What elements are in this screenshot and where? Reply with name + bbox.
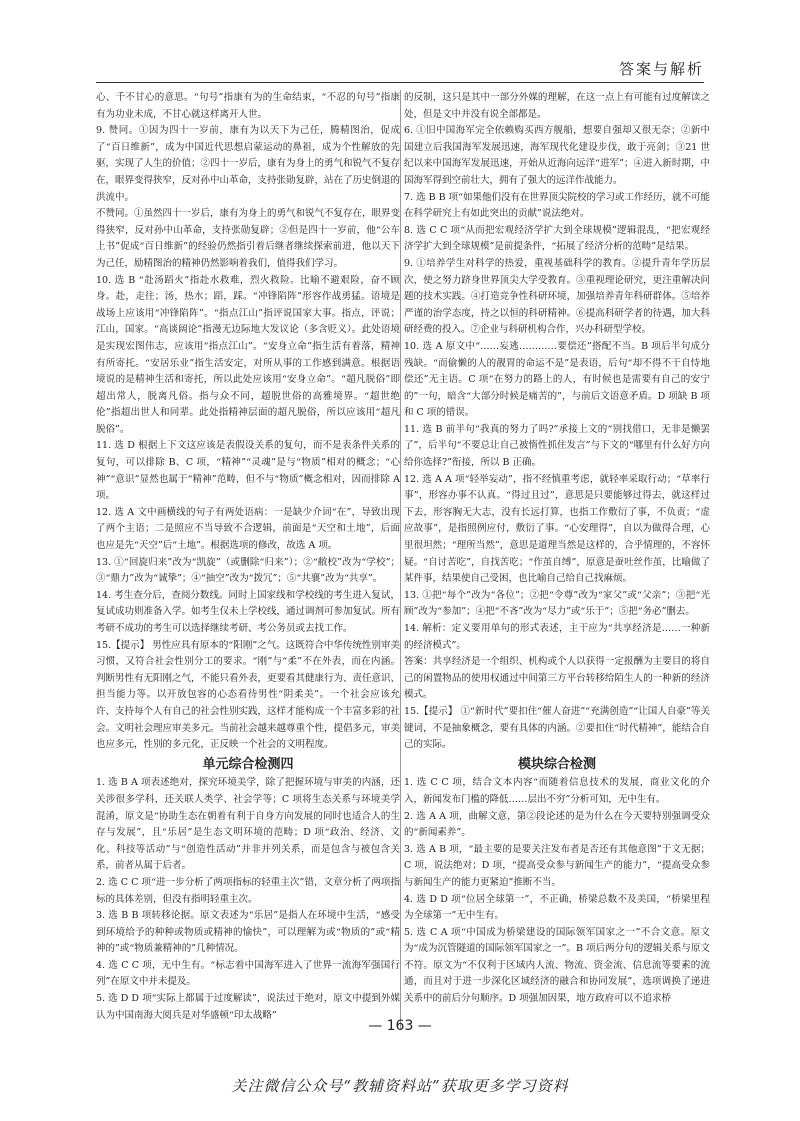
answer-item: 12. 选 A 文中画横线的句子有两处语病：一是缺少介词“在”，导致出现了两个主语；二是照应不当导致不合逻辑，前面是“天空和土地”，后面也应是先“天空”后“土地”。根据选项的修改，故选 A 项。 xyxy=(96,506,400,552)
answer-item: 8. 选 C C 项“从而把宏观经济学扩大到全球规模”逻辑混乱，“把宏观经济学扩大到全球规模”是前提条件，“拓展了经济分析的范畴”是结果。 xyxy=(404,224,710,253)
column-divider xyxy=(400,90,401,1030)
answer-item: 11. 选 D 根据上下文这应该是表假设关系的复句，而不是表条件关系的复句，可以排除 B、C 项，“精神”“灵魂”是与“物质”相对的概念；“心神”“意识”显然也属于“精神”范畴，但不与“物质”概念相对，因而排除 A 项。 xyxy=(96,440,400,502)
answer-item: 15.【提示】 ①“新时代”要扣住“催人奋进”“充满创造”“让国人自豪”等关键词，不是抽象概念，要有具体的内涵。②要扣住“时代精神”，能结合自己的实际。 xyxy=(404,705,710,751)
answer-item: 3. 选 A B 项，“最主要的是要关注发布者是否还有其他意图”于文无据；C 项，说法绝对；D 项，“提高受众参与新闻生产的能力”，“提高受众参与新闻生产的能力更紧迫”推断不当。 xyxy=(404,843,710,888)
answer-item: 1. 选 B A 项表述绝对，探究环境美学，除了把握环境与审美的内涵，还关涉很多学科，还关联人类学、社会学等；C 项将生态关系与环境美学混淆，原文是“协助生态在朝着有利于自身方向发展的同时也适合人的生存与发展”，且“乐居”是生态文明环境的范畴；D 项“政治、经济、文化、科技等活动”与“创造性活动”并非并列关系，而是包含与被包含关系，前者从属于后者。 xyxy=(96,777,400,872)
answer-item: 答案：共享经济是一个组织、机构或个人以获得一定报酬为主要目的将自己的闲置物品的使用权通过中间第三方平台转移给陌生人的一种新的经济模式。 xyxy=(404,656,710,701)
answer-item: 1. 选 C C 项，结合文本内容“而随着信息技术的发展，商业文化的介入，新闻发布门槛的降低……层出不穷”分析可知，无中生有。 xyxy=(404,777,710,805)
answer-item: 心、千不甘心的意思。“句号”指康有为的生命结束，“不忍的句号”指康有为功业未成，不甘心就这样离开人世。 xyxy=(96,92,400,120)
answer-item: 15.【提示】 男性应具有原本的“阳刚”之气。这既符合中华传统性别审美习惯，又符合社会性别分工的要求。“刚”与“柔”不在外表，而在内涵。判断男性有无阳刚之气，不能只看外表，更要看其健康行为、责任意识、担当能力等。以开放包容的心态看待男性“阴柔美”。一个社会应该允许、支持每个人有自己的社会性别实践，这样才能构成一个丰富多彩的社会。文明社会理应审美多元。当前社会越来越尊重个性，提倡多元，审美也应多元，性别的多元化，正反映一个社会的文明程度。 xyxy=(96,639,401,751)
answer-item: 的反制，这只是其中一部分外媒的理解，在这一点上有可能有过度解读之处，但是文中并没有说全部都是。 xyxy=(404,92,710,120)
answer-item: 5. 选 D D 项“实际上都属于过度解读”，说法过于绝对，原文中提到外媒认为中国南海大阅兵是对华盛顿“印太战略” xyxy=(96,993,400,1021)
left-column xyxy=(96,90,400,1024)
page-header-title: 答案与解析 xyxy=(618,60,704,78)
answer-item: 12. 选 A A 项“轻举妄动”，指不经慎重考虑，就轻率采取行动；“草率行事”，形容办事不认真。“得过且过”，意思是只要能够过得去，就这样过下去，形容胸无大志，没有长远打算，也指工作敷衍了事，不负责；“虚应故事”，是指照例应付，敷衍了事。“心安理得”，自以为做得合理，心里很坦然；“理所当然”，意思是道理当然是这样的，合乎情理的，不容怀疑。“自讨苦吃”，自找苦吃；“作茧自缚”，原意是蚕吐丝作茧，比喻做了某件事，结果使自己受困，也比喻自己给自己找麻烦。 xyxy=(404,473,710,585)
answer-item: 2. 选 C C 项“进一步分析了两项指标的轻重主次”错，文章分析了两项指标的具体差别，但没有指明轻重主次。 xyxy=(96,876,400,905)
right-column xyxy=(404,90,710,1008)
answer-item: 10. 选 A 原文中“……妄逃…………要偿还”搭配不当。B 项后半句成分残缺。“而偷懒的人的靓胃的命运不是”是表语，后句“却不得不干自恃地偿还”无主语。C 项“在努力的路上的人，有时候也是需要有自己的安宁的”一句，暗含“大部分时候是痛苦的”，与前后文语意矛盾。D 项缺 B 项和 C 项的错误。 xyxy=(404,340,710,419)
answer-item: 3. 选 B B 项转移论据。原文表述为“乐居”是指人在环境中生活，“感受到环境给予的种种或物质或精神的愉快”，可以理解为或“物质的”或“精神的”或“物质兼精神的”几种情况。 xyxy=(96,910,400,955)
answer-item: 13. ①把“每个”改为“各位”；②把“令尊”改为“家父”或“父亲”；③把“光顾”改为“参加”；④把“不吝”改为“尽力”或“乐于”；⑤把“务必”删去。 xyxy=(404,589,710,618)
answer-item: 14. 解析：定义要用单句的形式表述，主干应为“共享经济是……一种新的经济模式”。 xyxy=(404,623,710,651)
answer-item: 11. 选 B 前半句“我真的努力了吗?”承接上文的“别找借口，无非是懒罢了”，后半句“不要总让自己被惰性抓住发言”与下文的“哪里有什么好方向给你选择?”衔接，所以 B 正确。 xyxy=(404,423,710,469)
section-title-unit-test-4: 单元综合检测四 xyxy=(202,756,294,772)
answer-item: 10. 选 B “赴汤蹈火”指赴水救难，烈火救险。比喻不避艰险，奋不顾身。赴，走往；汤，热水；蹈，踩。“冲锋陷阵”形容作战勇猛。语境是战场上应该用“冲锋陷阵”。“指点江山”指评说国家大事。指点，评说；江山，国家。“高谈阔论”指漫无边际地大发议论（多含贬义）。此处语境是实现宏图伟志，应该用“指点江山”。“安身立命”指生活有着落，精神有所寄托。“安居乐业”指生活安定，对所从事的工作感到满意。根据语境说的是精神生活和寄托，所以此处应该用“安身立命”。“超凡脱俗”即超出常人，脱离凡俗。指与众不同，超脱世俗的高雅境界。“超世绝伦”指超出世人和同辈。此处指精神层面的超凡脱俗，所以应该用“超凡脱俗”。 xyxy=(96,274,400,435)
answer-item: 不赞同。①虽然四十一岁后，康有为身上的勇气和锐气不复存在，眼界变得狭窄，反对孙中山革命，支持张勋复辟；②但是四十一岁前，他“公车上书”促成“百日维新”的经验仍然指引着后继者继续探索前进，他以天下为己任，励精图治的精神仍然影响着我们，值得我们学习。 xyxy=(96,208,401,269)
answer-item: 2. 选 A A 项，曲解文意，第②段论述的是为什么在今天要特别强调受众的“新闻素养”。 xyxy=(404,810,710,839)
page-number: — 163 — xyxy=(368,1018,432,1034)
answer-item: 13. ①“回旋归来”改为“凯旋”（或删除“归来”）；②“敝校”改为“学校”；③“鼎力”改为“诚挚”；④“抽空”改为“拨冗”；⑤“共襄”改为“共享”。 xyxy=(96,556,400,585)
answer-item: 4. 选 C C 项，无中生有。“标志着中国海军进入了世界一流海军强国行列”在原文中并未提及。 xyxy=(96,959,400,988)
answer-item: 14. 考生查分后，查阅分数线。同时上国家线和学校线的考生进入复试，复试成功则准备入学。如考生仅未上学校线，通过调剂可参加复试。所有考研不成功的考生可以选择继续考研、考公务员或去找工作。 xyxy=(96,589,401,634)
answer-item: 7. 选 B B 项“如果他们没有在世界顶尖院校的学习或工作经历，就不可能在科学研究上有如此突出的贡献”说法绝对。 xyxy=(404,191,710,220)
section-title-module-test: 模块综合检测 xyxy=(517,756,596,772)
answer-item: 9. ①培养学生对科学的热爱，重视基础科学的教育。②提升青年学历层次，使之努力跻身世界顶尖大学受教育。③重视理论研究，更注重解决问题的技术实践。④打造竞争性科研环境，加强培养青年科研群体。⑤培养严谨的治学态度，持之以恒的科研精神。⑥提高科研学者的待遇，加大科研经费的投入。⑦企业与科研机构合作，兴办科研型学校。 xyxy=(404,257,710,336)
header-divider xyxy=(96,82,704,83)
footer-watermark-note: 关注微信公众号“教辅资料站”获取更多学习资料 xyxy=(231,1077,569,1095)
answer-item: 9. 赞同。①因为四十一岁前，康有为以天下为己任，腾精图治，促成了“百日维新”，成为中国近代思想启蒙运动的鼻祖，成为个性解放的先驱，实现了人生的价值；②四十一岁后，康有为身上的勇气和锐气不复存在，眼界变得狭窄，反对孙中山革命，支持张勋复辟，站在了历史倒退的洪流中。 xyxy=(96,125,401,203)
answer-item: 4. 选 D D 项“位居全球第一”，不正确，桥梁总数不及美国，“桥梁里程为全球第一”无中生有。 xyxy=(404,893,710,922)
answer-item: 6. ①旧中国海军完全依赖购买西方舰船，想要自强却又很无奈；②新中国建立后我国海军发展迅速，海军现代化建设步伐，敢于亮剑；③21 世纪以来中国海军发展迅速，开始从近海向远洋“进军”；④进入新时期，中国海军得到空前壮大，拥有了强大的远洋作战能力。 xyxy=(404,125,710,186)
answer-item: 5. 选 C A 项“中国成为桥梁建设的国际领军国家之一”不合文意。原文为“成为沉管隧道的国际领军国家之一”。B 项后两分句的逻辑关系与原文不符。原文为“不仅利于区域内人流、物流、资金流、信息流等要素的流通，而且对于进一步深化区域经济的融合和协同发展”，选项调换了递进关系中的前后分句顺序。D 项强加因果，地方政府可以不追求桥 xyxy=(404,926,710,1005)
